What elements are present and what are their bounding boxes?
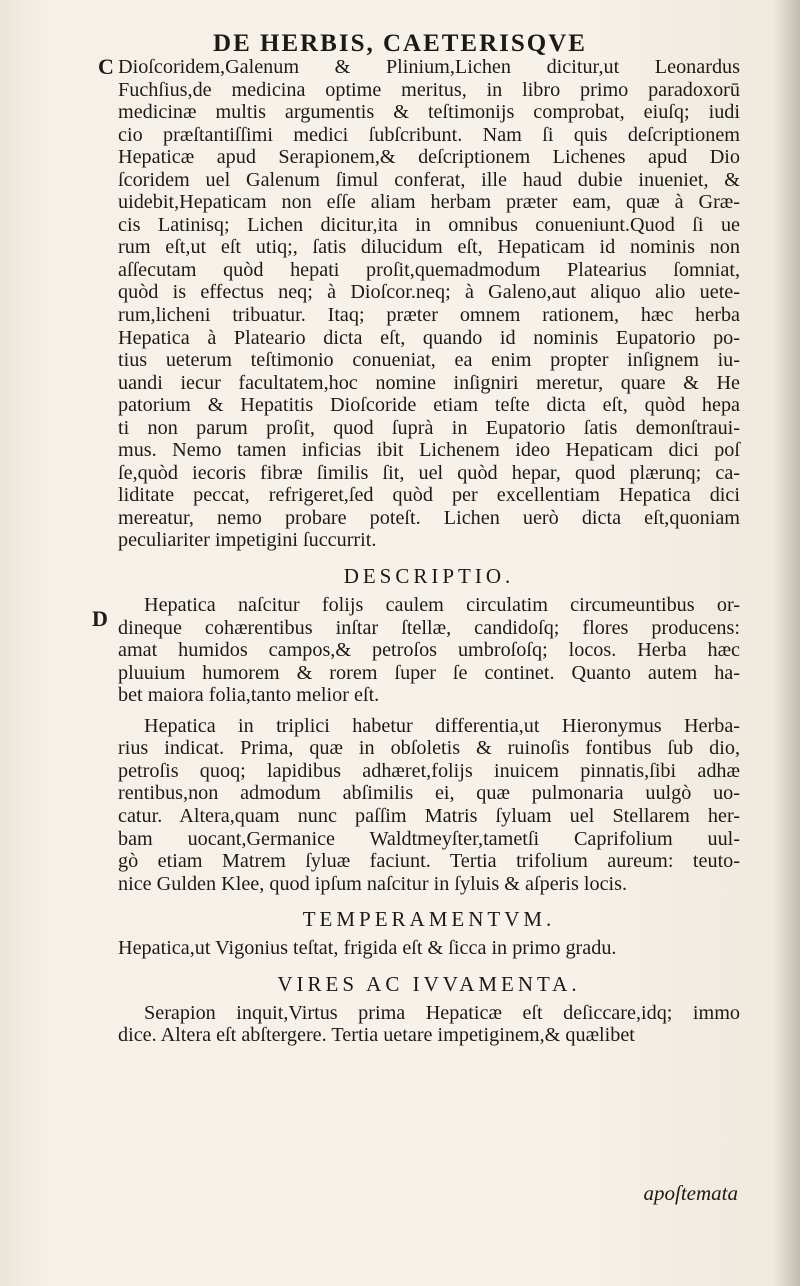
text-line: gò etiam Matrem ſyluæ faciunt. Tertia trifolium aureum: teuto- — [118, 850, 740, 873]
text-line: ſe,quòd iecoris fibræ ſimilis ſit, uel quòd hepar, quod plærunq; ca- — [118, 461, 740, 484]
text-line: rum,licheni tribuatur. Itaq; præter omnem rationem, hæc herba — [118, 304, 740, 327]
heading-descriptio: DESCRIPTIO. — [343, 564, 515, 589]
text-line: Hepatica à Plateario dicta eſt, quando id nominis Eupatorio po- — [118, 326, 740, 349]
text-line: mus. Nemo tamen inficias ibit Lichenem ideo Hepaticam dici poſ — [118, 439, 740, 462]
paragraph-1 — [118, 56, 740, 552]
text-line: quòd is effectus neq; à Dioſcor.neq; à Galeno,aut aliquo alio uete- — [118, 281, 740, 304]
text-line: cis Latinisq; Lichen dicitur,ita in omnibus conueniunt.Quod ſi ue — [118, 213, 740, 236]
paragraph-2 — [118, 594, 740, 707]
paragraph-5 — [118, 1002, 740, 1047]
text-line: patorium & Hepatitis Dioſcoride etiam teſte dicta eſt, quòd hepa — [118, 394, 740, 417]
text-line: medicinæ multis argumentis & teſtimonijs comprobat, eiuſq; iudi — [118, 101, 740, 124]
text-line: Fuchſius,de medicina optime meritus, in libro primo paradoxorū — [118, 78, 740, 101]
text-line: Hepatica,ut Vigonius teſtat, frigida eſt & ſicca in primo gradu. — [118, 937, 617, 960]
text-line: rius indicat. Prima, quæ in obſoletis & ruinoſis fontibus ſub dio, — [118, 737, 740, 760]
text-line: tius ueterum teſtimonio conueniat, ea enim propter inſignem iu- — [118, 349, 740, 372]
margin-letter-c: C — [98, 54, 114, 79]
margin-letter-d: D — [92, 606, 108, 631]
paragraph-4 — [118, 937, 740, 960]
text-line: dineque cohærentibus inſtar ſtellæ, candidoſq; flores producens: — [118, 616, 740, 639]
text-line: bam uocant,Germanice Waldtmeyſter,tametſi Caprifolium uul- — [118, 827, 740, 850]
catchword: apoſtemata — [643, 1181, 738, 1205]
text-line: amat humidos campos,& petroſos umbroſoſq; locos. Herba hæc — [118, 639, 740, 662]
text-block — [118, 56, 740, 1047]
text-line: aſſecutam quòd hepati proſit,quemadmodum Platearius ſomniat, — [118, 258, 740, 281]
heading-vires: VIRES AC IVVAMENTA. — [277, 971, 581, 996]
heading-temperamentum: TEMPERAMENTVM. — [302, 907, 556, 932]
text-line: mereatur, nemo probare poteſt. Lichen uerò dicta eſt,quoniam — [118, 506, 740, 529]
text-line: Serapion inquit,Virtus prima Hepaticæ eſt deſiccare,idq; immo — [144, 1001, 740, 1024]
text-line: uidebit,Hepaticam non eſſe aliam herbam præter eam, quæ à Græ- — [118, 191, 740, 214]
text-line: bet maiora folia,tanto melior eſt. — [118, 684, 380, 707]
text-line: Dioſcoridem,Galenum & Plinium,Lichen dicitur,ut Leonardus — [118, 56, 740, 78]
text-line: rum eſt,ut eſt utiq;, ſatis dilucidum eſt, Hepaticam id nominis non — [118, 236, 740, 259]
text-line: ſcoridem uel Galenum ſimul conferat, ille haud dubie inueniet, & — [118, 168, 740, 191]
page-edge-shadow — [774, 0, 800, 1286]
text-line: pluuium humorem & rorem ſuper ſe continet. Quanto autem ha- — [118, 661, 740, 684]
text-line: cio præſtantiſſimi medici ſubſcribunt. Nam ſi quis deſcriptionem — [118, 123, 740, 146]
text-line: Hepatica in triplici habetur differentia,ut Hieronymus Herba- — [144, 714, 740, 737]
text-line: Hepaticæ apud Serapionem,& deſcriptionem Lichenes apud Dio — [118, 146, 740, 169]
text-line: nice Gulden Klee, quod ipſum naſcitur in ſyluis & aſperis locis. — [118, 872, 628, 895]
text-line: dice. Altera eſt abſtergere. Tertia uetare impetiginem,& quælibet — [118, 1024, 635, 1047]
text-line: catur. Altera,quam nunc paſſim Matris ſyluam uel Stellarem her- — [118, 804, 740, 827]
text-line: petroſis quoq; lapidibus adhæret,folijs inuicem pinnatis,ſibi adhæ — [118, 759, 740, 782]
paragraph-3 — [118, 715, 740, 895]
text-line: Hepatica naſcitur folijs caulem circulatim circumeuntibus or- — [144, 594, 740, 617]
text-line: rentibus,non admodum abſimilis ei, quæ pulmonaria uulgò uo- — [118, 782, 740, 805]
text-line: uandi iecur facultatem,hoc nomine inſigniri meretur, quare & He — [118, 371, 740, 394]
text-line: peculiariter impetigini ſuccurrit. — [118, 529, 377, 552]
running-head: DE HERBIS, CAETERISQVE — [213, 30, 587, 57]
text-line: ti non parum proſit, quod ſuprà in Eupatorio ſatis demonſtraui- — [118, 416, 740, 439]
text-line: liditate peccat, refrigeret,ſed quòd per excellentiam Hepatica dici — [118, 484, 740, 507]
